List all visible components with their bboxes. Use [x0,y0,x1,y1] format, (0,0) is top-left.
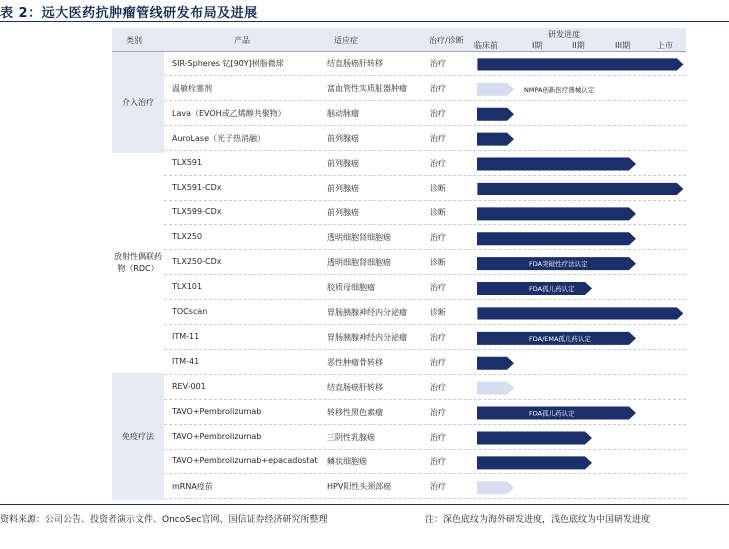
title-divider [0,21,729,22]
product-cell: TAVO+Pembrolizumab [172,406,262,416]
type-cell: 治疗 [430,457,446,467]
product-cell: SIR-Spheres 钇[90Y]树脂微球 [172,59,284,68]
product-cell: mRNA疫苗 [172,482,213,492]
category-interventional: 介入治疗 [112,52,164,153]
indication-cell: 恶性肿瘤骨转移 [327,357,383,367]
type-cell: 治疗 [430,233,446,243]
progress-bar [477,108,514,121]
indication-cell: 富血管性实质脏器肿瘤 [327,83,407,93]
product-cell: TLX591-CDx [172,182,222,192]
category-immunotherapy: 免疫疗法 [112,373,164,500]
product-cell: Lava（EVOH或乙烯醇共聚物） [172,108,286,118]
progress-bar [477,207,636,220]
table-title: 表 2：远大医药抗肿瘤管线研发布局及进展 [0,6,258,21]
type-cell: 诊断 [430,208,446,218]
progress-bar [477,481,514,494]
product-cell: TAVO+Pembrolizumab+epacadostat [172,456,318,466]
indication-cell: 前列腺癌 [327,183,359,193]
type-cell: 治疗 [430,432,446,442]
indication-cell: 胶质母细胞瘤 [327,283,375,293]
indication-cell: HPV阳性头颈部癌 [327,482,392,492]
type-cell: 诊断 [430,183,446,193]
progress-bar [477,58,684,71]
header-category: 类别 [126,36,142,45]
indication-cell: 结直肠癌肝转移 [327,59,383,68]
type-cell: 治疗 [430,382,446,392]
indication-cell: 胃肠胰腺神经内分泌瘤 [327,308,407,317]
stage-launched: 上市 [657,41,673,50]
progress-bar [477,456,592,469]
category-rdc: 放射性偶联药物（RDC） [112,153,164,373]
progress-bar [477,307,684,320]
progress-bar-label: FDA孤儿药认定 [529,409,575,418]
type-cell: 诊断 [430,258,446,268]
type-cell: 治疗 [430,357,446,367]
type-cell: 治疗 [430,158,446,168]
progress-bar [477,182,684,195]
indication-cell: 前列腺癌 [327,158,359,168]
source-note: 资料来源：公司公告、投资者演示文件、OncoSec官网、国信证券经济研究所整理 [0,515,328,525]
legend-note: 注：深色底纹为海外研发进度，浅色底纹为中国研发进度 [425,515,651,525]
stage-preclinical: 临床前 [474,41,498,50]
header-progress: 研发进度 [548,30,580,39]
product-cell: ITM-11 [172,331,200,341]
progress-bar [477,382,514,395]
progress-bar [477,133,514,146]
footer-divider [0,504,729,505]
indication-cell: 前列腺癌 [327,208,359,218]
type-cell: 治疗 [430,83,446,93]
indication-cell: 结直肠癌肝转移 [327,382,383,392]
progress-bar [477,431,592,444]
indication-cell: 转移性黑色素瘤 [327,407,383,417]
header-product: 产品 [234,36,250,45]
type-cell: 诊断 [430,308,446,317]
stage-phase-1: I期 [532,41,543,50]
indication-cell: 前列腺癌 [327,133,359,143]
product-cell: 温敏栓塞剂 [172,83,212,93]
product-cell: TLX591 [172,157,203,167]
type-cell: 治疗 [430,59,446,68]
progress-bar-label: FDA突破性疗法认定 [529,260,588,269]
progress-bar-label: NMPA创新医疗器械认定 [524,85,595,94]
progress-bars [112,52,686,500]
product-cell: REV-001 [172,381,206,391]
progress-bar [477,158,636,171]
header-indication: 适应症 [334,36,358,45]
type-cell: 治疗 [430,108,446,118]
product-cell: ITM-41 [172,356,200,366]
progress-bar [477,232,636,245]
table-header [112,28,686,52]
type-cell: 治疗 [430,283,446,293]
product-cell: TLX101 [172,282,203,292]
type-cell: 治疗 [430,482,446,492]
product-cell: TLX250-CDx [172,257,222,267]
progress-bar-label: FDA/EMA孤儿药认定 [529,334,591,343]
type-cell: 治疗 [430,407,446,417]
progress-bar [477,357,514,370]
type-cell: 治疗 [430,332,446,342]
indication-cell: 脑动脉瘤 [327,108,359,118]
product-cell: TLX599-CDx [172,207,222,217]
indication-cell: 透明细胞肾细胞癌 [327,258,391,268]
indication-cell: 三阴性乳腺癌 [327,432,375,442]
pipeline-table [112,28,686,500]
header-type: 治疗/诊断 [429,36,464,45]
product-cell: TAVO+Pembrolizumab [172,431,262,441]
type-cell: 治疗 [430,133,446,143]
product-cell: TLX250 [172,232,203,242]
indication-cell: 透明细胞肾细胞癌 [327,233,391,243]
product-cell: TOCscan [172,307,208,316]
progress-bar [477,83,514,96]
stage-phase-3: III期 [615,41,631,50]
indication-cell: 鳞状细胞癌 [327,457,367,467]
product-cell: AuroLase（光子热消融） [172,133,265,143]
progress-bar-label: FDA孤儿药认定 [529,285,575,294]
indication-cell: 胃肠胰腺神经内分泌瘤 [327,332,407,342]
stage-phase-2: II期 [572,41,585,50]
